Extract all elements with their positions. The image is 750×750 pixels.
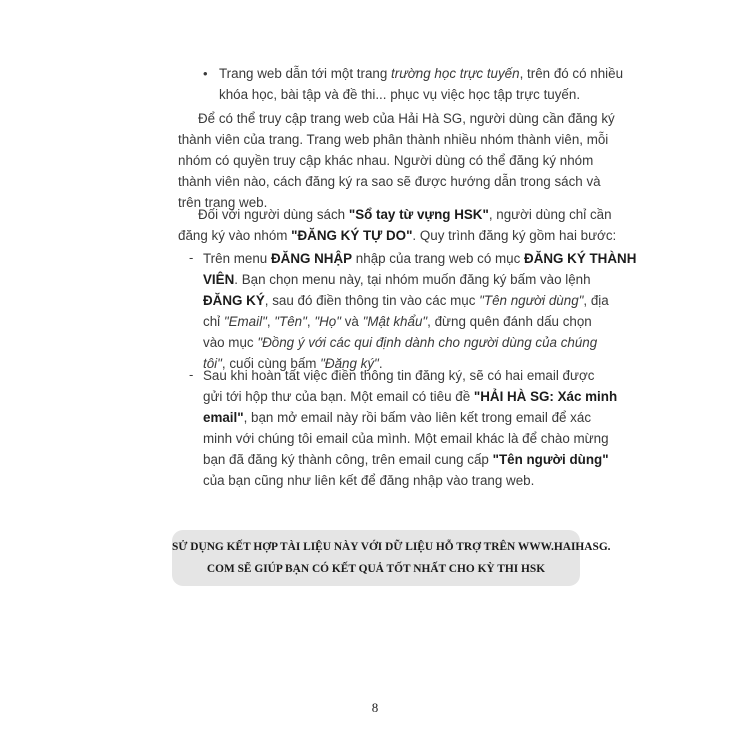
text: khóa học, bài tập và đề thi... phục vụ việc học tập trực tuyến. (219, 87, 581, 102)
menu-name: ĐĂNG NHẬP (270, 251, 353, 266)
text: nhập của trang web có mục (352, 251, 525, 266)
field-name: "Họ" (314, 314, 341, 329)
text: . Bạn chọn menu này, tại nhóm muốn đăng ký bấm vào lệnh (234, 272, 591, 287)
step-item-register (203, 248, 636, 374)
callout-line-2: COM SẼ GIÚP BẠN CÓ KẾT QUẢ TỐT NHẤT CHO KỲ THI HSK (206, 563, 546, 575)
text: , sau đó điền thông tin vào các mục (264, 293, 480, 308)
bullet-item-online-school (219, 63, 623, 105)
page-number: 8 (371, 700, 379, 715)
email-subject: "HẢI HÀ SG: Xác minh (473, 389, 618, 404)
paragraph-membership (178, 108, 615, 213)
text: bạn đã đăng ký thành công, trên email cung cấp (203, 452, 493, 467)
text: của bạn cũng như liên kết để đăng nhập vào trang web. (203, 473, 535, 488)
text: vào mục (203, 335, 258, 350)
text: Để có thể truy cập trang web của Hải Hà SG, người dùng cần đăng ký (198, 111, 615, 126)
command-name: ĐĂNG KÝ (203, 293, 265, 308)
text: , bạn mở email này rồi bấm vào liên kết trong email để xác (243, 410, 592, 425)
dash-marker: - (189, 250, 194, 265)
text: thành viên nào, cách đăng ký ra sao sẽ được hướng dẫn trong sách và (178, 174, 601, 189)
menu-item-name: VIÊN (203, 272, 235, 287)
button-name: "Đăng ký" (320, 356, 379, 371)
menu-item-name: ĐĂNG KÝ THÀNH (524, 251, 637, 266)
field-name: "Email" (223, 314, 267, 329)
text: Sau khi hoàn tất việc điền thông tin đăng ký, sẽ có hai email được (203, 368, 595, 383)
field-name: "Tên người dùng" (479, 293, 584, 308)
agreement-text: "Đồng ý với các qui định dành cho người dùng của chúng (257, 335, 598, 350)
text: Đối với người dùng sách (198, 207, 349, 222)
paragraph-hsk-book (178, 204, 616, 246)
email-subject: email" (203, 410, 244, 425)
text: gửi tới hộp thư của bạn. Một email có tiêu đề (203, 389, 474, 404)
emphasis-text: trường học trực tuyến (391, 66, 520, 81)
callout-line-1: SỬ DỤNG KẾT HỢP TÀI LIỆU NÀY VỚI DỮ LIỆU HỖ TRỢ TRÊN WWW.HAIHASG. (172, 541, 611, 553)
text: . (378, 356, 383, 371)
text: , (306, 314, 315, 329)
bullet-marker: • (203, 66, 208, 81)
text: , địa (583, 293, 609, 308)
group-name: "ĐĂNG KÝ TỰ DO" (291, 228, 413, 243)
field-name: "Mật khẩu" (362, 314, 428, 329)
field-name: "Tên" (274, 314, 307, 329)
text: . Quy trình đăng ký gồm hai bước: (412, 228, 617, 243)
text: , (266, 314, 275, 329)
text: nhóm có quyền truy cập khác nhau. Người dùng có thể đăng ký nhóm (178, 153, 594, 168)
step-item-email (203, 365, 617, 491)
text: minh với chúng tôi email của mình. Một email khác là để chào mừng (203, 431, 609, 446)
text: chỉ (203, 314, 224, 329)
text: trên trang web. (178, 195, 268, 210)
username-label: "Tên người dùng" (492, 452, 609, 467)
text: , người dùng chỉ cần (488, 207, 612, 222)
agreement-text: tôi" (203, 356, 222, 371)
text: , đừng quên đánh dấu chọn (427, 314, 592, 329)
info-callout (172, 530, 611, 586)
text: đăng ký vào nhóm (178, 228, 292, 243)
text: Trên menu (203, 251, 271, 266)
text: và (340, 314, 363, 329)
text: thành viên của trang. Trang web phân thành nhiều nhóm thành viên, mỗi (178, 132, 609, 147)
text: , cuối cùng bấm (221, 356, 321, 371)
dash-marker: - (189, 367, 194, 382)
book-title: "Sổ tay từ vựng HSK" (348, 207, 489, 222)
text: Trang web dẫn tới một trang (219, 66, 392, 81)
text: , trên đó có nhiều (519, 66, 624, 81)
